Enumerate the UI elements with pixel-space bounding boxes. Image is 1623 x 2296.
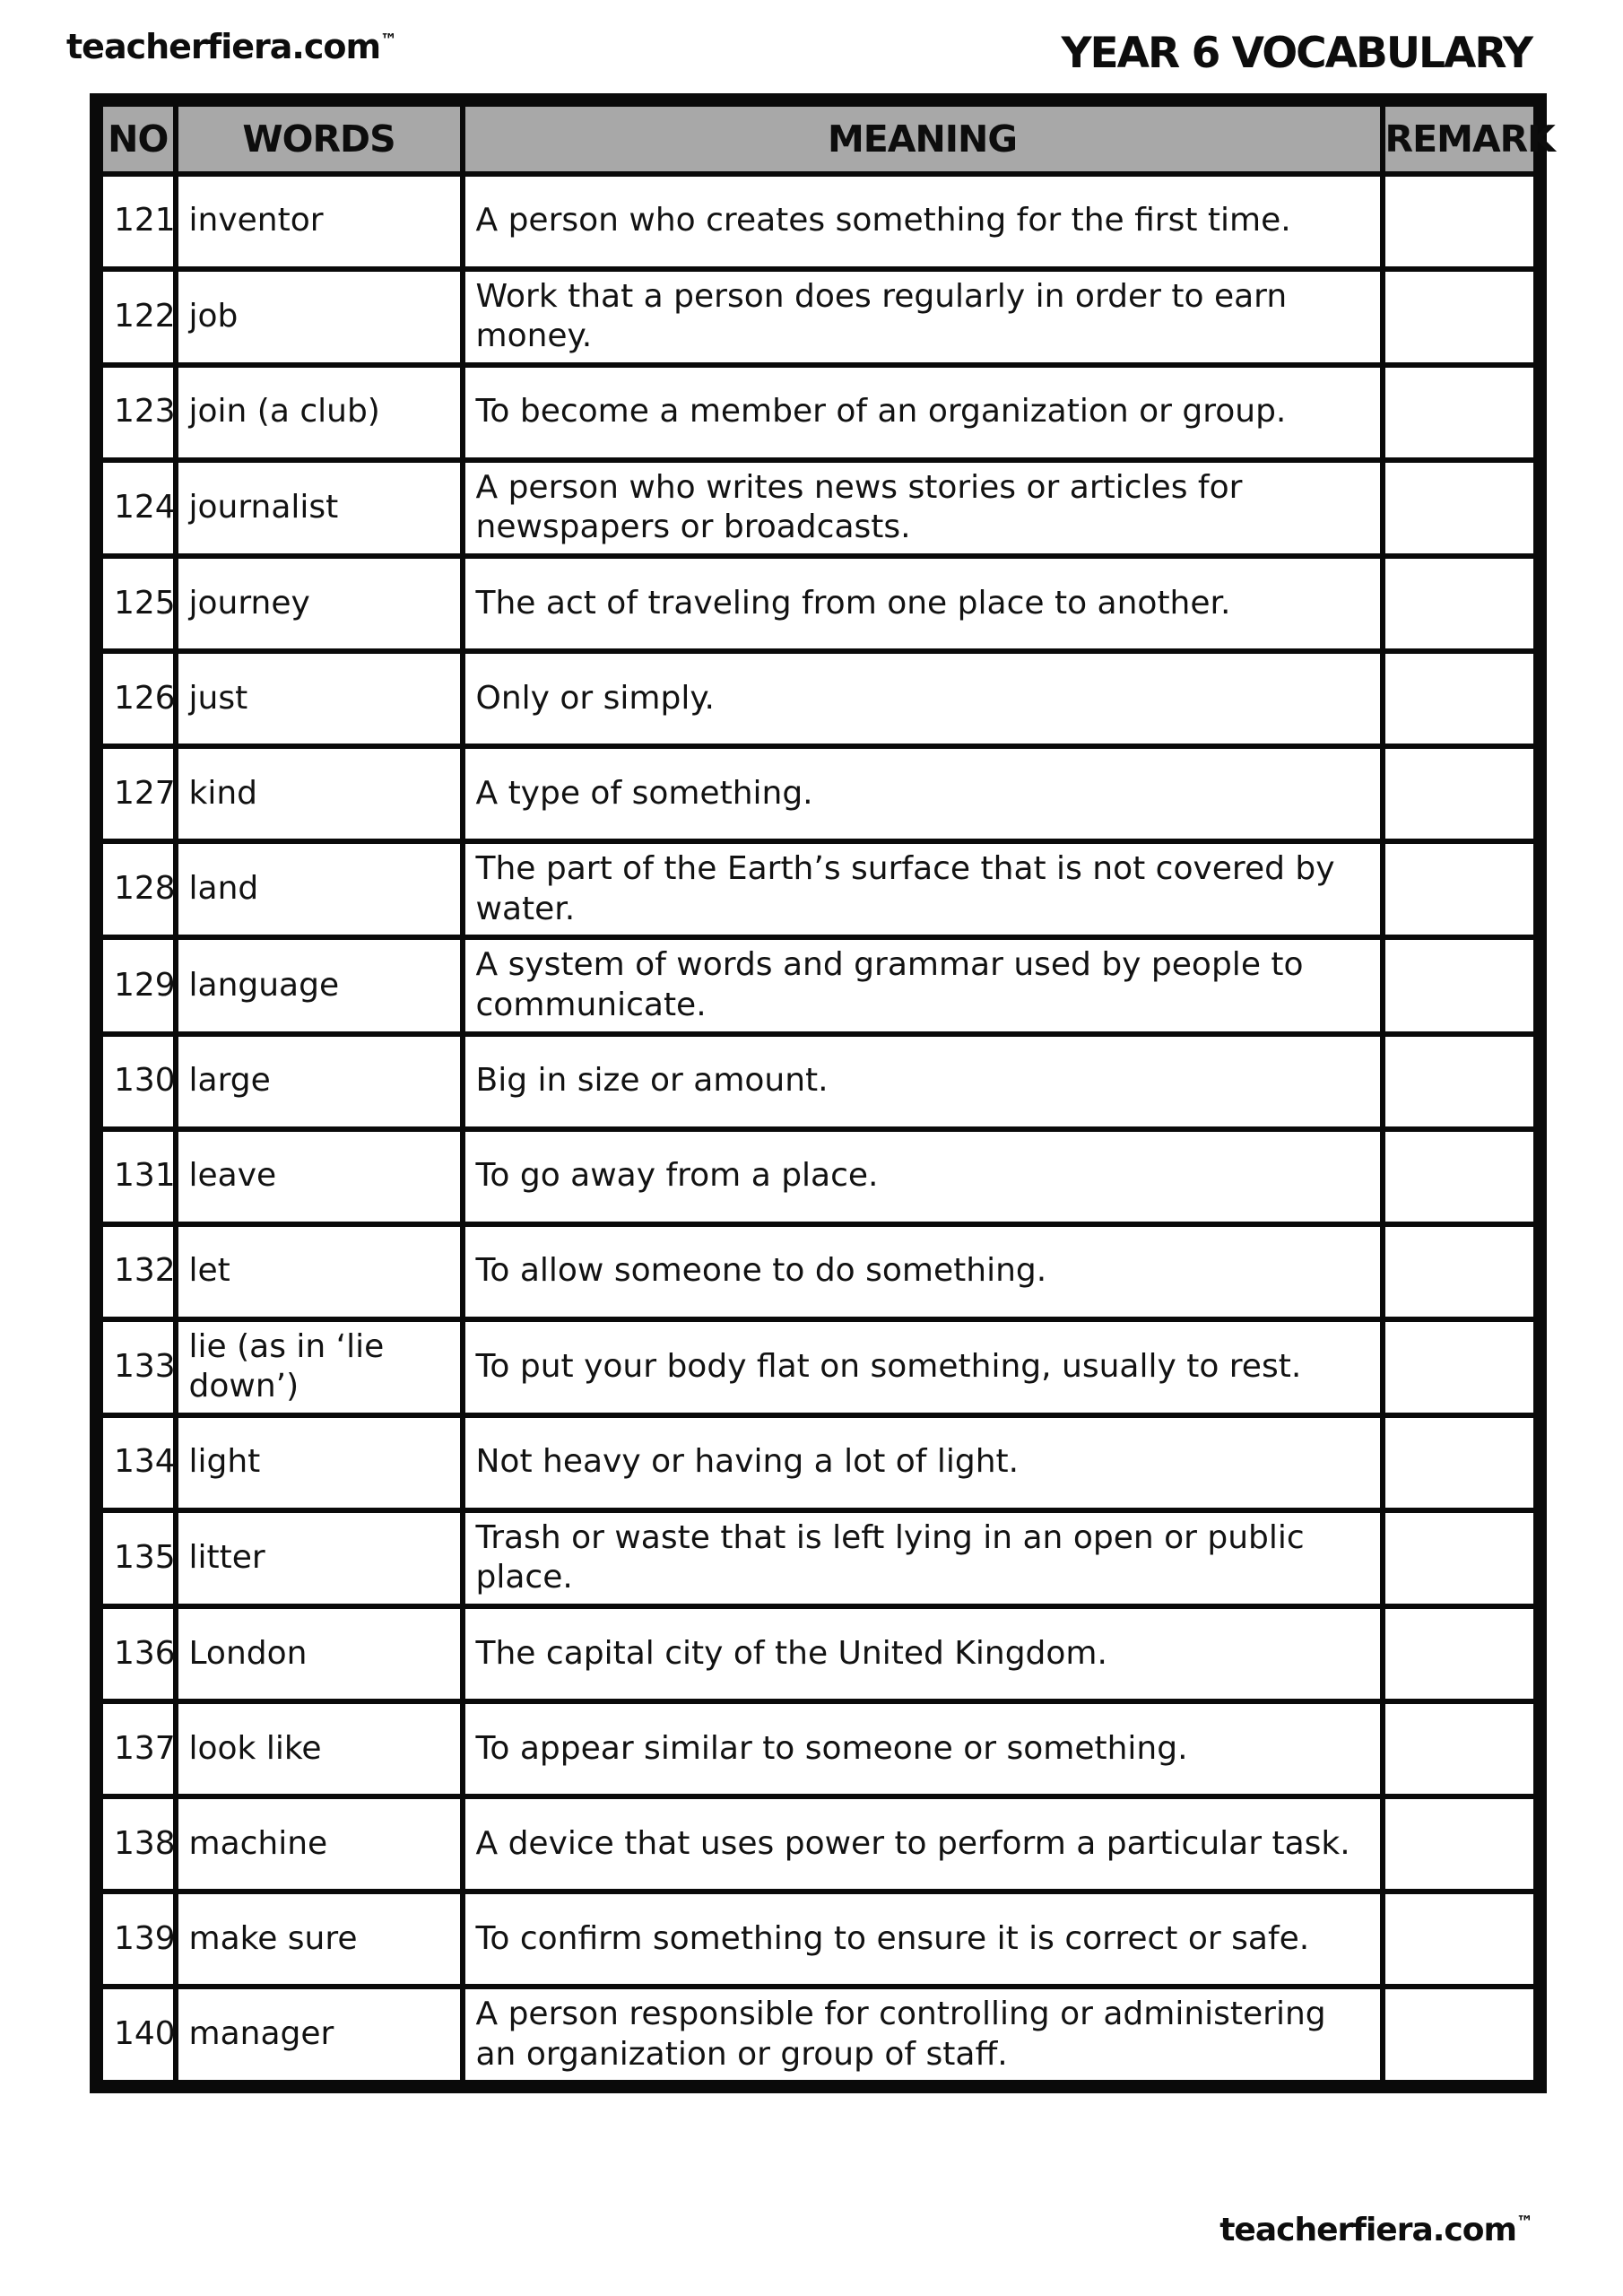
meaning-cell: A device that uses power to perform a particular task. <box>463 1796 1383 1892</box>
meaning-cell: To go away from a place. <box>463 1129 1383 1224</box>
word-cell: lie (as in ‘lie down’) <box>176 1319 463 1415</box>
remark-cell <box>1383 1224 1541 1319</box>
col-header-remark: REMARK <box>1383 100 1541 174</box>
word-cell: make sure <box>176 1892 463 1987</box>
row-number-cell: 138 <box>97 1796 176 1892</box>
row-number-cell: 123 <box>97 365 176 460</box>
word-cell: large <box>176 1034 463 1129</box>
row-number-cell: 135 <box>97 1510 176 1606</box>
meaning-cell: The act of traveling from one place to another. <box>463 556 1383 651</box>
word-cell: job <box>176 269 463 365</box>
word-cell: London <box>176 1606 463 1701</box>
row-number-cell: 129 <box>97 937 176 1033</box>
remark-cell <box>1383 1701 1541 1796</box>
word-cell: look like <box>176 1701 463 1796</box>
remark-cell <box>1383 1510 1541 1606</box>
table-row <box>97 937 1541 1033</box>
table-row <box>97 841 1541 937</box>
word-cell: litter <box>176 1510 463 1606</box>
remark-cell <box>1383 556 1541 651</box>
meaning-cell: A type of something. <box>463 746 1383 841</box>
remark-cell <box>1383 1892 1541 1987</box>
table-row <box>97 651 1541 746</box>
word-cell: let <box>176 1224 463 1319</box>
remark-cell <box>1383 269 1541 365</box>
remark-cell <box>1383 1606 1541 1701</box>
table-row <box>97 1034 1541 1129</box>
meaning-cell: A person responsible for controlling or administering an organization or group of staff. <box>463 1987 1383 2087</box>
brand-logo-bottom-text: teacherfiera.com <box>1219 2212 1516 2248</box>
table-row <box>97 1892 1541 1987</box>
vocabulary-table <box>90 93 1555 2093</box>
meaning-cell: A person who creates something for the first time. <box>463 174 1383 269</box>
brand-logo-bottom <box>1219 2212 1533 2248</box>
col-header-words: WORDS <box>176 100 463 174</box>
trademark-symbol: ™ <box>1516 2213 1533 2232</box>
row-number-cell: 140 <box>97 1987 176 2087</box>
table-row <box>97 1796 1541 1892</box>
remark-cell <box>1383 365 1541 460</box>
trademark-symbol: ™ <box>380 30 398 50</box>
row-number-cell: 134 <box>97 1415 176 1510</box>
row-number-cell: 132 <box>97 1224 176 1319</box>
row-number-cell: 136 <box>97 1606 176 1701</box>
remark-cell <box>1383 1796 1541 1892</box>
row-number-cell: 139 <box>97 1892 176 1987</box>
remark-cell <box>1383 1987 1541 2087</box>
meaning-cell: The part of the Earth’s surface that is not covered by water. <box>463 841 1383 937</box>
meaning-cell: To allow someone to do something. <box>463 1224 1383 1319</box>
row-number-cell: 125 <box>97 556 176 651</box>
remark-cell <box>1383 1415 1541 1510</box>
table-row <box>97 1224 1541 1319</box>
meaning-cell: To become a member of an organization or group. <box>463 365 1383 460</box>
word-cell: land <box>176 841 463 937</box>
row-number-cell: 124 <box>97 460 176 556</box>
remark-cell <box>1383 937 1541 1033</box>
table-row <box>97 1415 1541 1510</box>
table-row <box>97 365 1541 460</box>
remark-cell <box>1383 460 1541 556</box>
row-number-cell: 131 <box>97 1129 176 1224</box>
row-number-cell: 126 <box>97 651 176 746</box>
remark-cell <box>1383 1034 1541 1129</box>
remark-cell <box>1383 841 1541 937</box>
meaning-cell: A person who writes news stories or articles for newspapers or broadcasts. <box>463 460 1383 556</box>
col-header-no: NO <box>97 100 176 174</box>
meaning-cell: To appear similar to someone or something. <box>463 1701 1383 1796</box>
col-header-meaning: MEANING <box>463 100 1383 174</box>
table-row <box>97 1510 1541 1606</box>
word-cell: just <box>176 651 463 746</box>
table-row <box>97 1987 1541 2087</box>
meaning-cell: Only or simply. <box>463 651 1383 746</box>
meaning-cell: Not heavy or having a lot of light. <box>463 1415 1383 1510</box>
row-number-cell: 130 <box>97 1034 176 1129</box>
meaning-cell: The capital city of the United Kingdom. <box>463 1606 1383 1701</box>
word-cell: kind <box>176 746 463 841</box>
word-cell: journey <box>176 556 463 651</box>
word-cell: journalist <box>176 460 463 556</box>
word-cell: leave <box>176 1129 463 1224</box>
table-row <box>97 556 1541 651</box>
meaning-cell: To put your body flat on something, usually to rest. <box>463 1319 1383 1415</box>
meaning-cell: To confirm something to ensure it is correct or safe. <box>463 1892 1383 1987</box>
word-cell: join (a club) <box>176 365 463 460</box>
row-number-cell: 137 <box>97 1701 176 1796</box>
word-cell: language <box>176 937 463 1033</box>
table-row <box>97 174 1541 269</box>
brand-logo-top <box>66 27 397 66</box>
remark-cell <box>1383 651 1541 746</box>
word-cell: manager <box>176 1987 463 2087</box>
word-cell: inventor <box>176 174 463 269</box>
meaning-cell: A system of words and grammar used by people to communicate. <box>463 937 1383 1033</box>
meaning-cell: Big in size or amount. <box>463 1034 1383 1129</box>
row-number-cell: 128 <box>97 841 176 937</box>
remark-cell <box>1383 746 1541 841</box>
row-number-cell: 121 <box>97 174 176 269</box>
table-row <box>97 746 1541 841</box>
remark-cell <box>1383 1319 1541 1415</box>
remark-cell <box>1383 174 1541 269</box>
table-header-row <box>97 100 1541 174</box>
word-cell: light <box>176 1415 463 1510</box>
word-cell: machine <box>176 1796 463 1892</box>
table-row <box>97 1701 1541 1796</box>
row-number-cell: 122 <box>97 269 176 365</box>
table-row <box>97 269 1541 365</box>
meaning-cell: Work that a person does regularly in order to earn money. <box>463 269 1383 365</box>
page-title: YEAR 6 VOCABULARY <box>1061 29 1532 78</box>
remark-cell <box>1383 1129 1541 1224</box>
table-row <box>97 1606 1541 1701</box>
row-number-cell: 127 <box>97 746 176 841</box>
table-row <box>97 1129 1541 1224</box>
table-row <box>97 460 1541 556</box>
table-row <box>97 1319 1541 1415</box>
brand-logo-top-text: teacherfiera.com <box>66 27 381 66</box>
row-number-cell: 133 <box>97 1319 176 1415</box>
meaning-cell: Trash or waste that is left lying in an open or public place. <box>463 1510 1383 1606</box>
